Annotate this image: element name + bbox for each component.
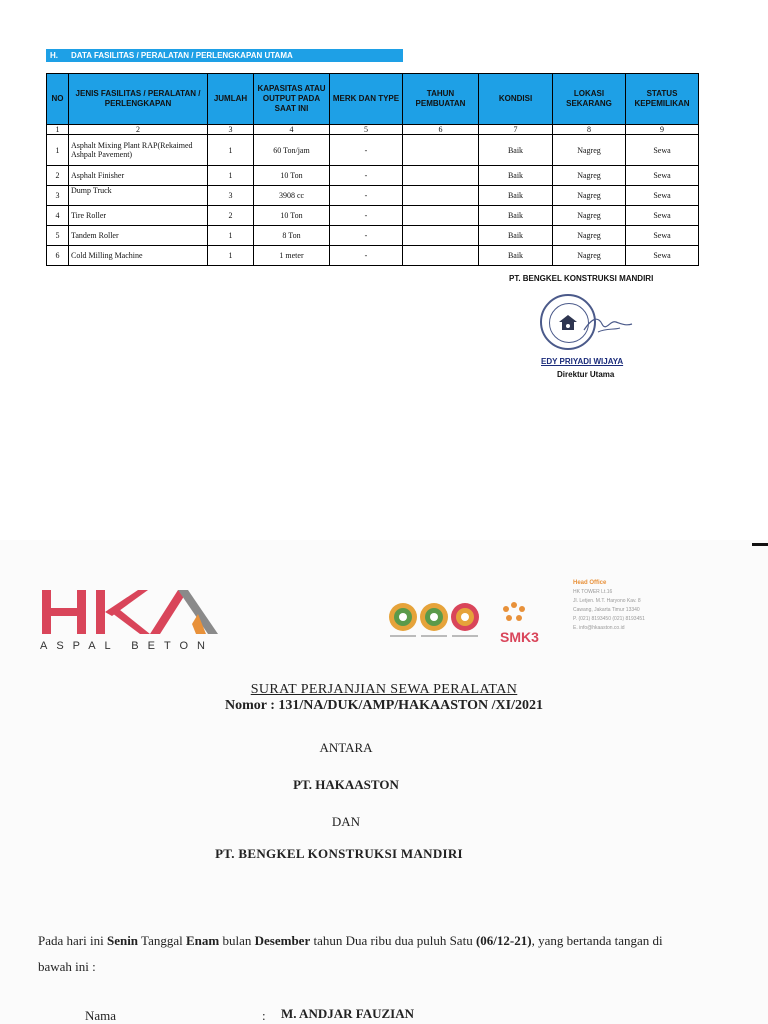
cell-qty: 1 [208, 135, 254, 166]
table-row [47, 166, 699, 186]
office-line: Cawang, Jakarta Timur 13340 [573, 607, 640, 613]
para-text: Tanggal [138, 933, 186, 948]
cell-condition: Baik [479, 166, 553, 186]
cell-condition: Baik [479, 135, 553, 166]
handwritten-signature [580, 308, 635, 338]
scan-edge-mark [752, 543, 768, 546]
cell-no: 3 [47, 186, 69, 206]
cell-name: Asphalt Mixing Plant RAP(Rekaimed Ashpalt Pavement) [69, 135, 208, 166]
letter-party-1: PT. HAKAASTON [293, 777, 399, 792]
cell-brand: - [330, 246, 403, 266]
office-line: E. info@hkaaston.co.id [573, 625, 625, 631]
hka-logo [40, 586, 220, 638]
equipment-table [46, 73, 699, 266]
column-header: JENIS FASILITAS / PERALATAN / PERLENGKAPAN [69, 74, 208, 125]
cell-status: Sewa [626, 206, 699, 226]
cell-capacity: 10 Ton [254, 166, 330, 186]
table-row [47, 206, 699, 226]
cell-status: Sewa [626, 186, 699, 206]
cell-qty: 1 [208, 246, 254, 266]
table-row [47, 135, 699, 166]
signature-company: PT. BENGKEL KONSTRUKSI MANDIRI [509, 274, 654, 283]
column-header: JUMLAH [208, 74, 254, 125]
table-row [47, 186, 699, 206]
letter-opening-paragraph [38, 928, 698, 980]
cell-name: Tire Roller [69, 206, 208, 226]
cell-no: 1 [47, 135, 69, 166]
letter-number: Nomor : 131/NA/DUK/AMP/HAKAASTON /XI/2021 [225, 698, 543, 713]
office-line: P. (021) 8193450 (021) 8193451 [573, 616, 645, 622]
cell-location: Nagreg [553, 166, 626, 186]
column-header: KONDISI [479, 74, 553, 125]
cell-year [403, 166, 479, 186]
office-title: Head Office [573, 580, 607, 586]
head-office-address [573, 579, 693, 633]
cell-brand: - [330, 206, 403, 226]
cert-logo-text: SMK3 [500, 629, 539, 645]
table-row [47, 226, 699, 246]
column-number: 2 [69, 125, 208, 135]
logo-tagline: ASPAL BETON [40, 640, 214, 652]
column-number: 9 [626, 125, 699, 135]
cell-brand: - [330, 226, 403, 246]
column-header: KAPASITAS ATAU OUTPUT PADA SAAT INI [254, 74, 330, 125]
section-title: DATA FASILITAS / PERALATAN / PERLENGKAPAN UTAMA [71, 51, 293, 60]
para-text: Pada hari ini [38, 933, 107, 948]
column-number: 6 [403, 125, 479, 135]
letter-title: SURAT PERJANJIAN SEWA PERALATAN [250, 682, 518, 697]
cell-no: 5 [47, 226, 69, 246]
cell-name: Cold Milling Machine [69, 246, 208, 266]
column-number: 7 [479, 125, 553, 135]
cell-year [403, 246, 479, 266]
cell-name: Asphalt Finisher [69, 166, 208, 186]
section-header-bar [46, 49, 403, 62]
para-text: , yang bertanda tangan di bawah ini : [38, 933, 663, 974]
cell-name: Tandem Roller [69, 226, 208, 246]
cell-status: Sewa [626, 226, 699, 246]
cell-location: Nagreg [553, 135, 626, 166]
cell-condition: Baik [479, 206, 553, 226]
column-number-row [47, 125, 699, 135]
column-header: MERK DAN TYPE [330, 74, 403, 125]
column-number: 8 [553, 125, 626, 135]
cell-year [403, 186, 479, 206]
certification-logos [388, 597, 558, 649]
table-header-row [47, 74, 699, 125]
para-month: Desember [254, 933, 311, 948]
section-number: H. [50, 51, 58, 60]
cell-capacity: 3908 cc [254, 186, 330, 206]
cell-year [403, 226, 479, 246]
cell-capacity: 1 meter [254, 246, 330, 266]
signer-title: Direktur Utama [557, 370, 615, 379]
stamp-emblem-icon [557, 312, 579, 332]
para-date: Enam [186, 933, 220, 948]
column-header: LOKASI SEKARANG [553, 74, 626, 125]
name-value: M. ANDJAR FAUZIAN [281, 1006, 415, 1021]
column-header: STATUS KEPEMILIKAN [626, 74, 699, 125]
table-row [47, 246, 699, 266]
column-number: 1 [47, 125, 69, 135]
office-line: HK TOWER Lt.16 [573, 589, 613, 595]
letter-and: DAN [331, 814, 361, 829]
cell-condition: Baik [479, 186, 553, 206]
cell-brand: - [330, 135, 403, 166]
cell-qty: 1 [208, 226, 254, 246]
para-text: tahun Dua ribu dua puluh Satu [310, 933, 476, 948]
letter-between: ANTARA [319, 740, 373, 755]
cell-year [403, 135, 479, 166]
cell-status: Sewa [626, 135, 699, 166]
name-colon: : [262, 1008, 266, 1023]
cell-location: Nagreg [553, 226, 626, 246]
cell-capacity: 8 Ton [254, 226, 330, 246]
letter-party-2: PT. BENGKEL KONSTRUKSI MANDIRI [215, 846, 463, 861]
column-header: NO [47, 74, 69, 125]
cell-condition: Baik [479, 246, 553, 266]
signer-name: EDY PRIYADI WIJAYA [541, 357, 624, 366]
cell-qty: 3 [208, 186, 254, 206]
cell-year [403, 206, 479, 226]
office-line: Jl. Letjen. M.T. Haryono Kav. 8 [573, 598, 641, 604]
name-label: Nama [85, 1008, 117, 1023]
para-date-code: (06/12-21) [475, 933, 532, 948]
cell-condition: Baik [479, 226, 553, 246]
cell-brand: - [330, 186, 403, 206]
cell-brand: - [330, 166, 403, 186]
para-day: Senin [106, 933, 139, 948]
column-number: 3 [208, 125, 254, 135]
cell-status: Sewa [626, 166, 699, 186]
cell-capacity: 10 Ton [254, 206, 330, 226]
cell-no: 2 [47, 166, 69, 186]
para-text: bulan [219, 933, 255, 948]
cell-qty: 1 [208, 166, 254, 186]
cell-qty: 2 [208, 206, 254, 226]
cell-no: 6 [47, 246, 69, 266]
cell-location: Nagreg [553, 206, 626, 226]
cell-location: Nagreg [553, 246, 626, 266]
cell-name: Dump Truck [69, 186, 208, 206]
cell-status: Sewa [626, 246, 699, 266]
column-number: 4 [254, 125, 330, 135]
cell-location: Nagreg [553, 186, 626, 206]
column-number: 5 [330, 125, 403, 135]
cell-no: 4 [47, 206, 69, 226]
cell-capacity: 60 Ton/jam [254, 135, 330, 166]
column-header: TAHUN PEMBUATAN [403, 74, 479, 125]
